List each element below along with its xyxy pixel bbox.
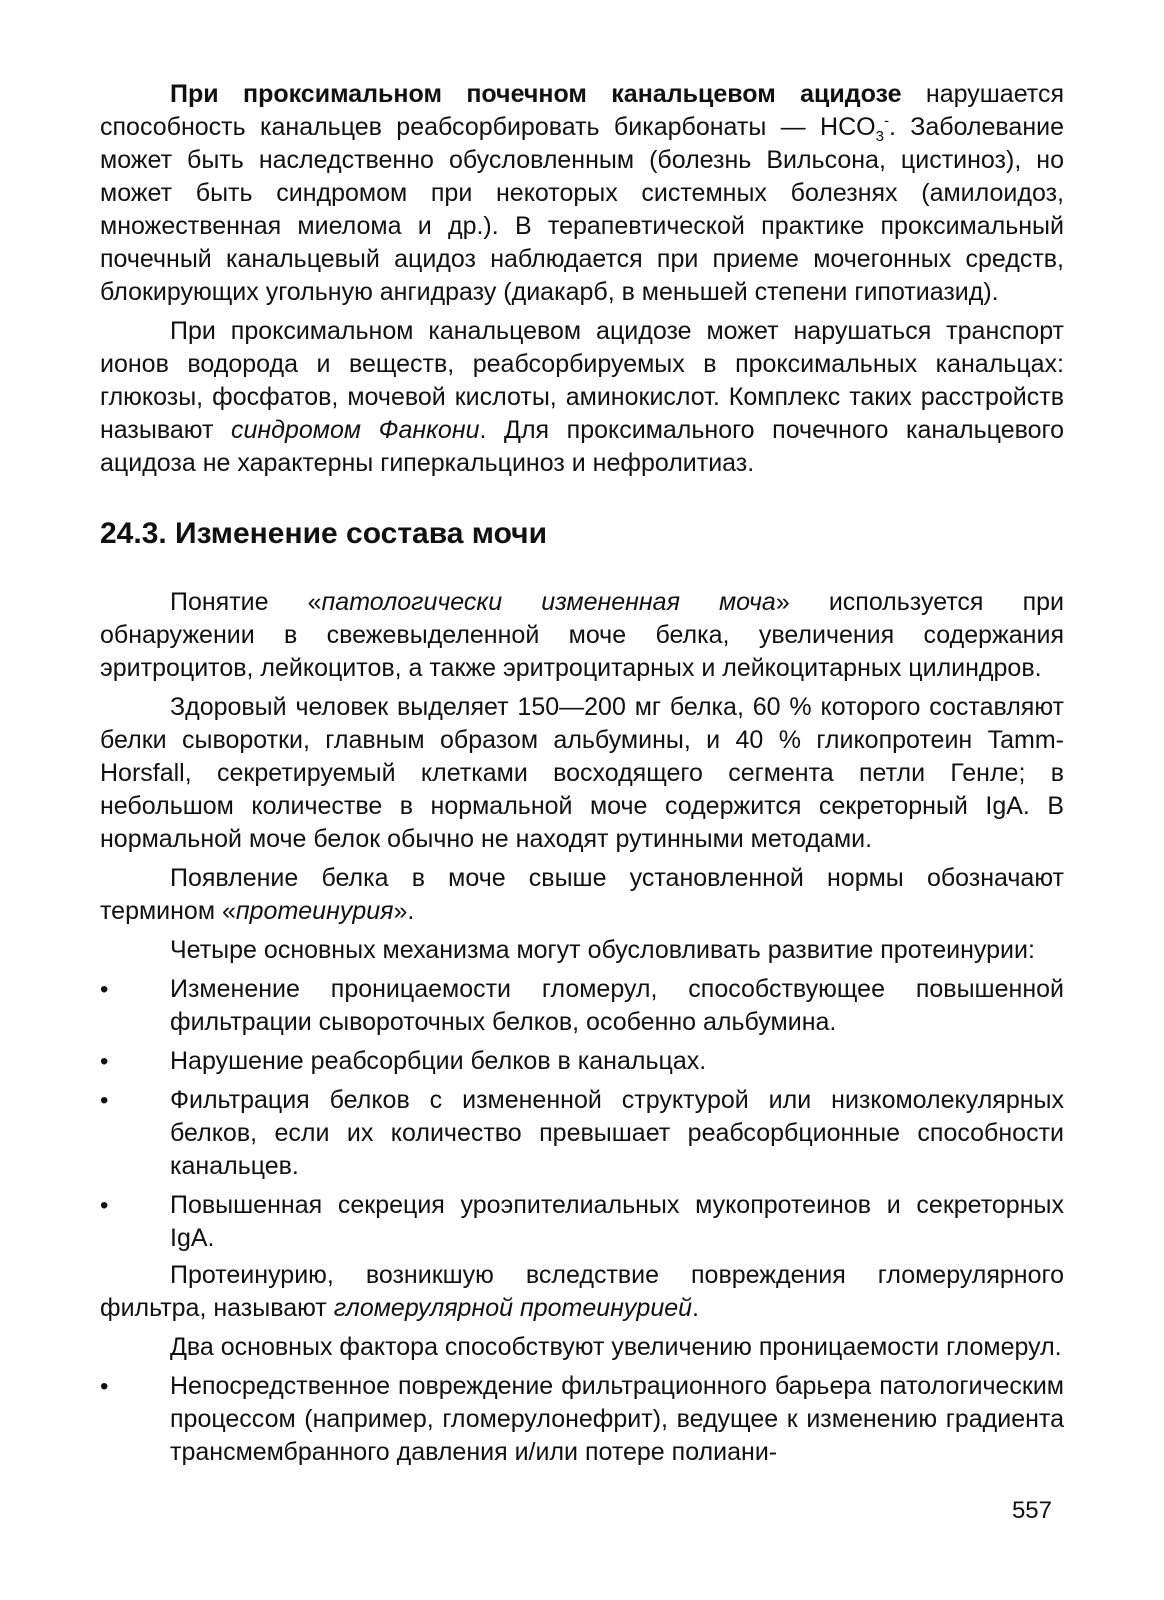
list-item: • Изменение проницаемости гломерул, способствующее повышенной фильтрации сывороточных белков, особенно альбумина. [100, 973, 1064, 1039]
paragraph-pathologic-urine: Понятие «патологически измененная моча» используется при обнаружении в свежевыделенной моче белка, увеличения содержания эритроцитов, лейкоцитов, а также эритроцитарных и лейкоцитарных цилиндров. [100, 588, 1064, 682]
paragraph-glomerular-proteinuria: Протеинурию, возникшую вследствие повреждения гломерулярного фильтра, называют гломерулярной протеинурией. [100, 1261, 1064, 1322]
factors-list [100, 1370, 1064, 1469]
paragraph-healthy-protein: Здоровый человек выделяет 150—200 мг белка, 60 % которого составляют белки сыворотки, главным образом альбумины, и 40 % гликопротеин Tamm-Horsfall, секретируемый клетками восходящего сегмента петли Генле; в небольшом количестве в нормальной моче содержится секреторный IgA. В нормальной моче белок обычно не находят рутинными методами. [100, 693, 1064, 853]
list-item: • Непосредственное повреждение фильтрационного барьера патологическим процессом (например, гломерулонефрит), ведущее к изменению градиента трансмембранного давления и/или потере полиани- [100, 1370, 1064, 1469]
list-item: • Фильтрация белков с измененной структурой или низкомолекулярных белков, если их количество превышает реабсорбционные способности канальцев. [100, 1084, 1064, 1183]
paragraph-two-factors: Два основных фактора способствуют увеличению проницаемости гломерул. [170, 1333, 1062, 1361]
italic-term: протеинурия [235, 897, 394, 925]
paragraph-fanconi: При проксимальном канальцевом ацидозе может нарушаться транспорт ионов водорода и веществ, реабсорбируемых в проксимальных канальцах: глюкозы, фосфатов, мочевой кислоты, аминокислот. Комплекс таких расстройств называют синдромом Фанкони. Для проксимального почечного канальцевого ацидоза не характерны гиперкальциноз и нефролитиаз. [100, 317, 1064, 477]
list-item: • Нарушение реабсорбции белков в канальцах. [100, 1045, 1064, 1078]
page-number: 557 [1011, 1497, 1052, 1524]
section-heading: 24.3. Изменение состава мочи [100, 517, 548, 550]
paragraph-four-mechanisms: Четыре основных механизма могут обусловливать развитие протеинурии: [170, 936, 1035, 964]
italic-term: синдромом Фанкони [231, 416, 480, 444]
mechanisms-list [100, 973, 1064, 1255]
paragraph-proteinuria-def: Появление белка в моче свыше установленной нормы обозначают термином «протеинурия». [100, 864, 1064, 925]
paragraph-proximal-acidosis: При проксимальном почечном канальцевом ацидозе нарушается способность канальцев реабсорбировать бикарбонаты — $HCO_3^-$. Заболевание может быть наследственно обусловленным (болезнь Вильсона, цистиноз), но может быть синдромом при некоторых системных болезнях (амилоидоз, множественная миелома и др.). В терапевтической практике проксимальный почечный канальцевый ацидоз наблюдается при приеме мочегонных средств, блокирующих угольную ангидразу (диакарб, в меньшей степени гипотиазид). [100, 80, 1064, 306]
italic-term: гломерулярной протеинурией [333, 1294, 693, 1322]
list-item: • Повышенная секреция уроэпителиальных мукопротеинов и секреторных IgA. [100, 1189, 1064, 1255]
italic-term: патологически измененная моча [321, 588, 776, 616]
bold-term: При проксимальном почечном канальцевом ацидозе [170, 80, 902, 108]
